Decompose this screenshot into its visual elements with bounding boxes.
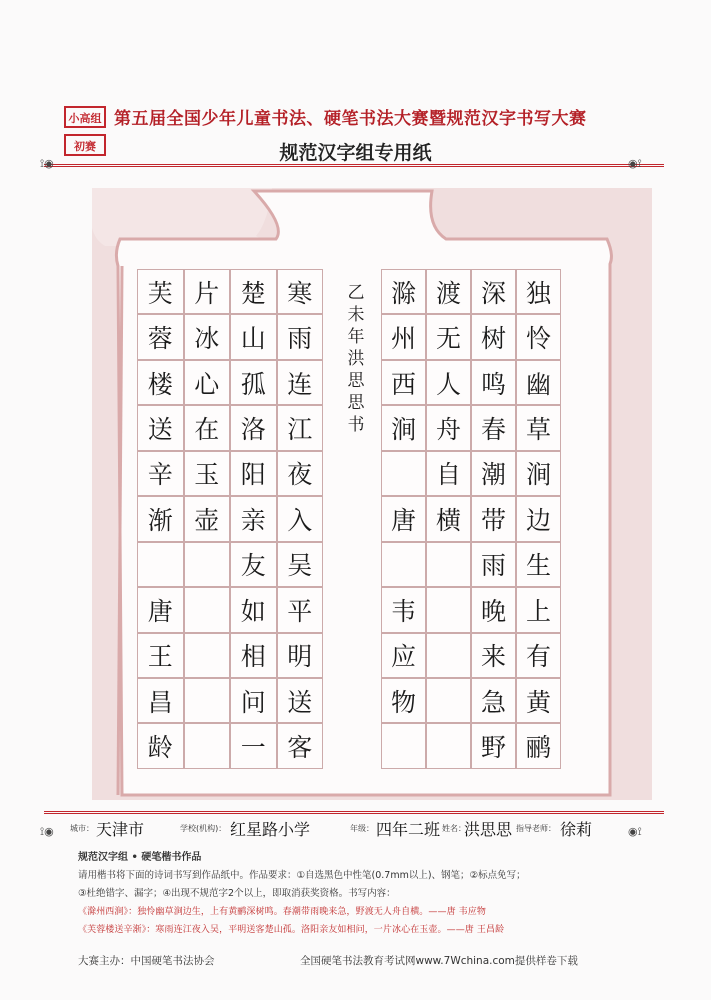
group-badge: 小高组 (64, 106, 106, 128)
grid-cell: 龄 (137, 723, 184, 768)
grid-cell (184, 678, 231, 723)
grade-label: 年级： (350, 824, 374, 833)
grid-cell: 州 (381, 314, 426, 359)
grid-cell: 送 (277, 678, 324, 723)
grid-cell: 深 (471, 269, 516, 314)
grid-cell: 鹂 (516, 723, 561, 768)
instructions (78, 848, 648, 935)
grid-cell: 舟 (426, 405, 471, 450)
grid-cell: 自 (426, 451, 471, 496)
footer-rule (44, 811, 664, 814)
grid-cell: 阳 (230, 451, 277, 496)
grid-cell: 亲 (230, 496, 277, 541)
grid-cell: 问 (230, 678, 277, 723)
download-source: 全国硬笔书法教育考试网www.7Wchina.com提供样卷下载 (300, 955, 578, 967)
instructions-line: 请用楷书将下面的诗词书写到作品纸中。作品要求：①自选黑色中性笔(0.7mm以上)、钢笔；②标点免写； (78, 870, 526, 881)
grid-cell: 如 (230, 587, 277, 632)
grid-cell: 有 (516, 633, 561, 678)
grid-cell: 雨 (277, 314, 324, 359)
paper-title: 规范汉字组专用纸 (279, 142, 432, 164)
grid-cell: 幽 (516, 360, 561, 405)
grid-cell: 一 (230, 723, 277, 768)
grid-cell: 横 (426, 496, 471, 541)
grid-cell (184, 633, 231, 678)
grid-cell: 楚 (230, 269, 277, 314)
grid-cell: 吴 (277, 542, 324, 587)
grid-cell: 芙 (137, 269, 184, 314)
grid-cell: 人 (426, 360, 471, 405)
grid-cell: 生 (516, 542, 561, 587)
grid-cell: 晚 (471, 587, 516, 632)
grid-cell: 怜 (516, 314, 561, 359)
grid-cell: 相 (230, 633, 277, 678)
organizer: 大赛主办：中国硬笔书法协会 (78, 955, 215, 967)
grid-cell: 唐 (137, 587, 184, 632)
grid-cell: 草 (516, 405, 561, 450)
grid-cell: 带 (471, 496, 516, 541)
teacher-field: 徐莉 (560, 820, 593, 839)
grid-cell: 滁 (381, 269, 426, 314)
grid-cell: 壶 (184, 496, 231, 541)
signature: 乙未年 洪思思书 (347, 283, 365, 435)
grid-cell: 潮 (471, 451, 516, 496)
poem-text: 《芙蓉楼送辛渐》：寒雨连江夜入吴，平明送客楚山孤。洛阳亲友如相问，一片冰心在玉壶。——唐 王昌龄 (78, 925, 505, 935)
grid-cell: 孤 (230, 360, 277, 405)
contest-title: 第五届全国少年儿童书法、硬笔书法大赛暨规范汉字书写大赛 (114, 109, 587, 129)
grid-cell: 夜 (277, 451, 324, 496)
school-label: 学校(机构)： (180, 824, 227, 833)
grid-cell (184, 542, 231, 587)
grid-cell: 黄 (516, 678, 561, 723)
grid-cell (426, 542, 471, 587)
poem-text: 《滁州西涧》：独怜幽草涧边生，上有黄鹂深树鸣。春潮带雨晚来急，野渡无人舟自横。——唐 韦应物 (78, 907, 486, 917)
grid-cell: 树 (471, 314, 516, 359)
grid-cell (137, 542, 184, 587)
grid-cell: 心 (184, 360, 231, 405)
left-poem-grid (137, 269, 323, 769)
grid-cell: 韦 (381, 587, 426, 632)
grid-cell: 洛 (230, 405, 277, 450)
name-field: 洪思思 (464, 820, 513, 839)
grid-cell (381, 542, 426, 587)
grid-cell (426, 723, 471, 768)
grid-cell: 江 (277, 405, 324, 450)
right-poem-grid (381, 269, 561, 769)
grid-cell: 昌 (137, 678, 184, 723)
grid-cell (184, 723, 231, 768)
grid-cell: 鸣 (471, 360, 516, 405)
grid-cell: 渐 (137, 496, 184, 541)
city-label: 城市： (70, 824, 94, 833)
grid-cell: 雨 (471, 542, 516, 587)
grid-cell: 蓉 (137, 314, 184, 359)
grid-cell (381, 451, 426, 496)
grid-cell: 来 (471, 633, 516, 678)
scroll-ornament-icon: ◉⟟ (628, 825, 642, 838)
grid-cell (426, 633, 471, 678)
grid-cell: 明 (277, 633, 324, 678)
grid-cell (426, 678, 471, 723)
grid-cell: 寒 (277, 269, 324, 314)
instructions-line: ③杜绝错字、漏字；④出现不规范字2个以上，即取消获奖资格。书写内容： (78, 888, 396, 899)
grade-field: 四年二班 (376, 820, 441, 839)
grid-cell: 西 (381, 360, 426, 405)
grid-cell: 客 (277, 723, 324, 768)
grid-cell: 渡 (426, 269, 471, 314)
scroll-ornament-icon: ⟟◉ (40, 825, 54, 838)
entrant-info (70, 817, 671, 839)
grid-cell: 急 (471, 678, 516, 723)
grid-cell: 冰 (184, 314, 231, 359)
grid-cell (381, 723, 426, 768)
instructions-heading: 规范汉字组 • 硬笔楷书作品 (78, 852, 202, 863)
grid-cell: 唐 (381, 496, 426, 541)
grid-cell (426, 587, 471, 632)
round-badge: 初赛 (64, 134, 106, 156)
grid-cell: 在 (184, 405, 231, 450)
grid-cell: 片 (184, 269, 231, 314)
grid-cell: 野 (471, 723, 516, 768)
school-field: 红星路小学 (230, 820, 311, 839)
grid-cell: 友 (230, 542, 277, 587)
teacher-label: 指导老师： (516, 824, 556, 833)
grid-cell: 楼 (137, 360, 184, 405)
grid-cell: 送 (137, 405, 184, 450)
grid-cell: 平 (277, 587, 324, 632)
grid-cell: 入 (277, 496, 324, 541)
name-label: 姓名： (442, 824, 466, 833)
grid-cell: 涧 (516, 451, 561, 496)
grid-cell: 王 (137, 633, 184, 678)
grid-cell: 山 (230, 314, 277, 359)
grid-cell: 独 (516, 269, 561, 314)
grid-cell: 玉 (184, 451, 231, 496)
grid-cell: 应 (381, 633, 426, 678)
city-field: 天津市 (96, 820, 145, 839)
grid-cell: 涧 (381, 405, 426, 450)
grid-cell: 连 (277, 360, 324, 405)
grid-cell: 物 (381, 678, 426, 723)
grid-cell: 边 (516, 496, 561, 541)
grid-cell: 上 (516, 587, 561, 632)
grid-cell (184, 587, 231, 632)
scroll-ornament-icon: ◉⟟ (628, 157, 642, 170)
grid-cell: 春 (471, 405, 516, 450)
scroll-ornament-icon: ⟟◉ (40, 157, 54, 170)
grid-cell: 无 (426, 314, 471, 359)
grid-cell: 辛 (137, 451, 184, 496)
